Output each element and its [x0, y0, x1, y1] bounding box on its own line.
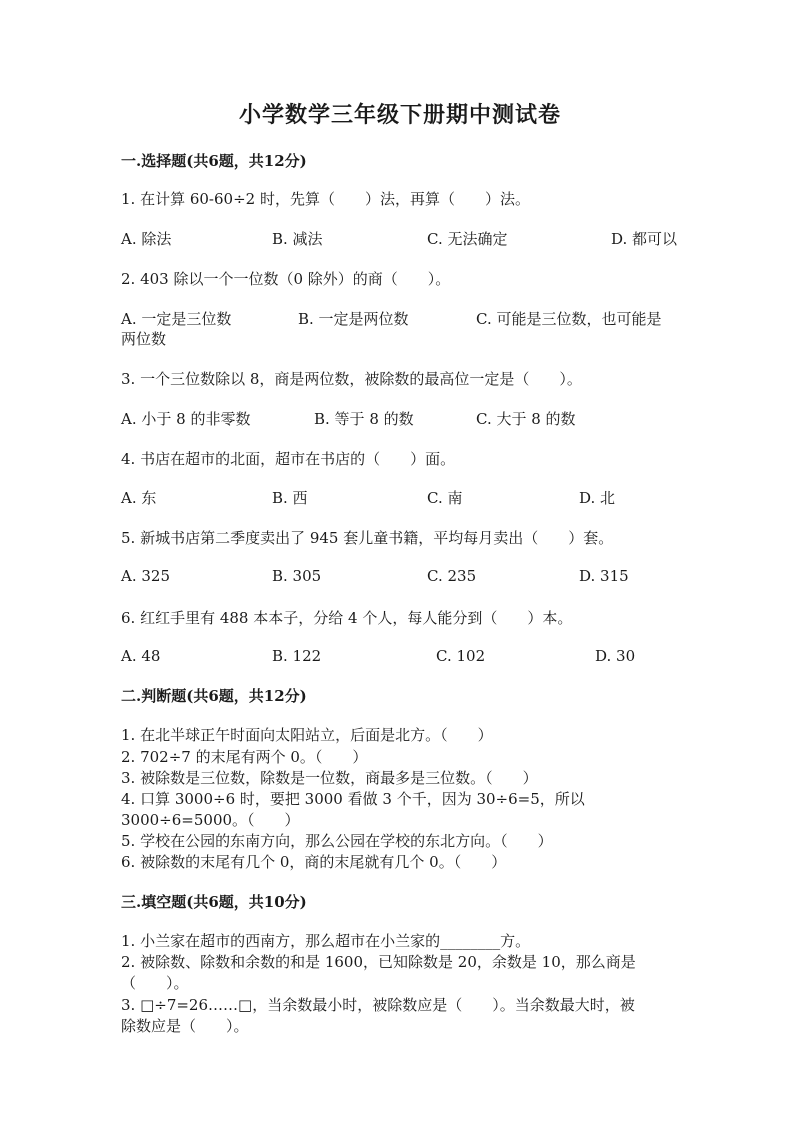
- fill-question-2: 2. 被除数、除数和余数的和是 1600，已知除数是 20，余数是 10，那么商是: [121, 953, 636, 971]
- choice-6-option-b: B. 122: [272, 647, 322, 665]
- page-title: 小学数学三年级下册期中测试卷: [238, 102, 561, 128]
- choice-4-option-c: C. 南: [427, 489, 463, 507]
- choice-question-3: 3. 一个三位数除以 8，商是两位数，被除数的最高位一定是（ ）。: [121, 370, 582, 388]
- choice-2-option-a: A. 一定是三位数: [121, 310, 232, 328]
- choice-question-2: 2. 403 除以一个一位数（0 除外）的商（ ）。: [121, 270, 451, 288]
- choice-question-4: 4. 书店在超市的北面，超市在书店的（ ）面。: [121, 450, 456, 468]
- choice-1-option-a: A. 除法: [121, 230, 172, 248]
- judge-question-6: 6. 被除数的末尾有几个 0，商的末尾就有几个 0。（ ）: [121, 853, 507, 871]
- choice-3-option-a: A. 小于 8 的非零数: [121, 410, 251, 428]
- judge-question-1: 1. 在北半球正午时面向太阳站立，后面是北方。（ ）: [121, 726, 493, 744]
- fill-question-3: 3. □÷7=26……□，当余数最小时，被除数应是（ ）。当余数最大时，被: [121, 996, 635, 1014]
- choice-6-option-c: C. 102: [436, 647, 486, 665]
- choice-1-option-c: C. 无法确定: [427, 230, 508, 248]
- choice-4-option-d: D. 北: [579, 489, 616, 507]
- section-heading-fill: 三.填空题(共6题，共10分): [121, 893, 307, 911]
- choice-question-6: 6. 红红手里有 488 本本子，分给 4 个人，每人能分到（ ）本。: [121, 609, 573, 627]
- fill-question-1: 1. 小兰家在超市的西南方，那么超市在小兰家的________方。: [121, 932, 531, 950]
- choice-5-option-c: C. 235: [427, 567, 477, 585]
- choice-question-1: 1. 在计算 60-60÷2 时，先算（ ）法，再算（ ）法。: [121, 190, 530, 208]
- section-heading-judge: 二.判断题(共6题，共12分): [121, 687, 307, 705]
- choice-4-option-b: B. 西: [272, 489, 308, 507]
- choice-1-option-b: B. 减法: [272, 230, 323, 248]
- judge-question-2: 2. 702÷7 的末尾有两个 0。（ ）: [121, 748, 368, 766]
- choice-5-option-d: D. 315: [579, 567, 629, 585]
- judge-question-5: 5. 学校在公园的东南方向，那么公园在学校的东北方向。（ ）: [121, 832, 553, 850]
- choice-2-option-b: B. 一定是两位数: [298, 310, 409, 328]
- choice-3-option-b: B. 等于 8 的数: [314, 410, 414, 428]
- choice-4-option-a: A. 东: [121, 489, 157, 507]
- choice-5-option-a: A. 325: [121, 567, 170, 585]
- choice-5-option-b: B. 305: [272, 567, 322, 585]
- section-heading-choice: 一.选择题(共6题，共12分): [121, 152, 307, 170]
- choice-6-option-d: D. 30: [595, 647, 636, 665]
- choice-2-option-c-continued: 两位数: [121, 330, 167, 348]
- choice-1-option-d: D. 都可以: [611, 230, 678, 248]
- choice-question-5: 5. 新城书店第二季度卖出了 945 套儿童书籍，平均每月卖出（ ）套。: [121, 529, 614, 547]
- judge-question-4: 4. 口算 3000÷6 时，要把 3000 看做 3 个千，因为 30÷6=5，所以: [121, 790, 585, 808]
- judge-question-3: 3. 被除数是三位数，除数是一位数，商最多是三位数。（ ）: [121, 769, 538, 787]
- choice-3-option-c: C. 大于 8 的数: [476, 410, 576, 428]
- choice-6-option-a: A. 48: [121, 647, 161, 665]
- choice-2-option-c: C. 可能是三位数，也可能是: [476, 310, 662, 328]
- judge-question-4-continued: 3000÷6=5000。（ ）: [121, 811, 300, 829]
- fill-question-3-continued: 除数应是（ ）。: [121, 1017, 249, 1035]
- fill-question-2-continued: （ ）。: [121, 974, 189, 992]
